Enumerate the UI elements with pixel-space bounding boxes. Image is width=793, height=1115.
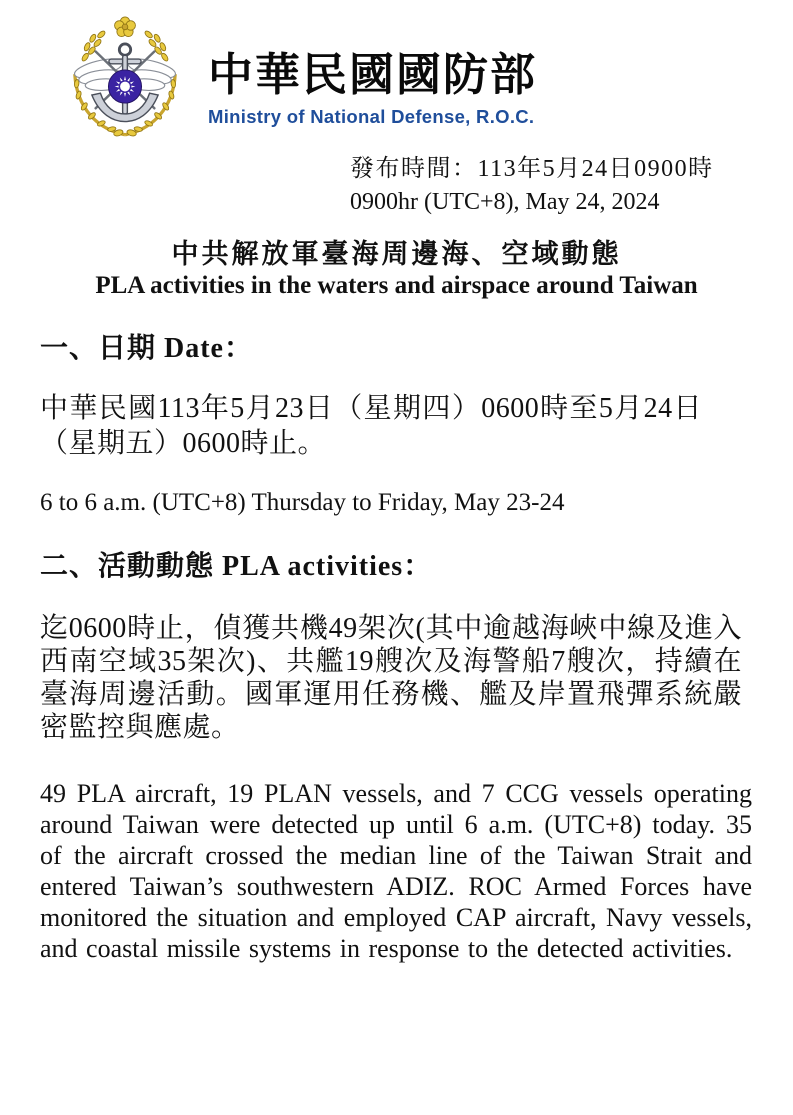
section-activities bbox=[40, 551, 753, 964]
release-time-english: 0900hr (UTC+8), May 24, 2024 bbox=[350, 189, 660, 215]
activities-summary-chinese: 迄0600時止，偵獲共機49架次(其中逾越海峽中線及進入西南空域35架次)、共艦19艘次及海警船7艘次，持續在臺海周邊活動。國軍運用任務機、艦及岸置飛彈系統嚴密監控與應處。 bbox=[40, 613, 742, 743]
document-title bbox=[40, 239, 753, 300]
org-name-chinese: 中華民國國防部 bbox=[208, 50, 538, 100]
release-time-block bbox=[350, 153, 753, 219]
document-title-chinese: 中共解放軍臺海周邊海、空域動態 bbox=[171, 239, 622, 269]
mnd-emblem-icon bbox=[54, 15, 196, 141]
section-date-heading: 一、日期 Date： bbox=[40, 333, 253, 364]
org-name-english: Ministry of National Defense, R.O.C. bbox=[208, 106, 535, 127]
date-range-chinese: 中華民國113年5月23日（星期四）0600時至5月24日（星期五）0600時止。 bbox=[40, 393, 702, 459]
masthead bbox=[40, 15, 753, 141]
document-title-english: PLA activities in the waters and airspace around Taiwan bbox=[95, 272, 698, 299]
date-range-english: 6 to 6 a.m. (UTC+8) Thursday to Friday, May 23-24 bbox=[40, 489, 565, 516]
section-activities-heading: 二、活動動態 PLA activities： bbox=[40, 551, 433, 582]
activities-summary-english: 49 PLA aircraft, 19 PLAN vessels, and 7 CCG vessels operating around Taiwan were detected up until 6 a.m. (UTC+8) today. 35 of the aircraft crossed the median line of the Taiwan Strait and entered Taiwan’s southwestern ADIZ. ROC Armed Forces have monitored the situation and employed CAP aircraft, Navy vessels, and coastal missile systems in response to the detected activities. bbox=[40, 779, 752, 963]
release-time-chinese: 發布時間：113年5月24日0900時 bbox=[350, 156, 714, 182]
org-name-block bbox=[208, 15, 537, 128]
section-date bbox=[40, 333, 753, 518]
